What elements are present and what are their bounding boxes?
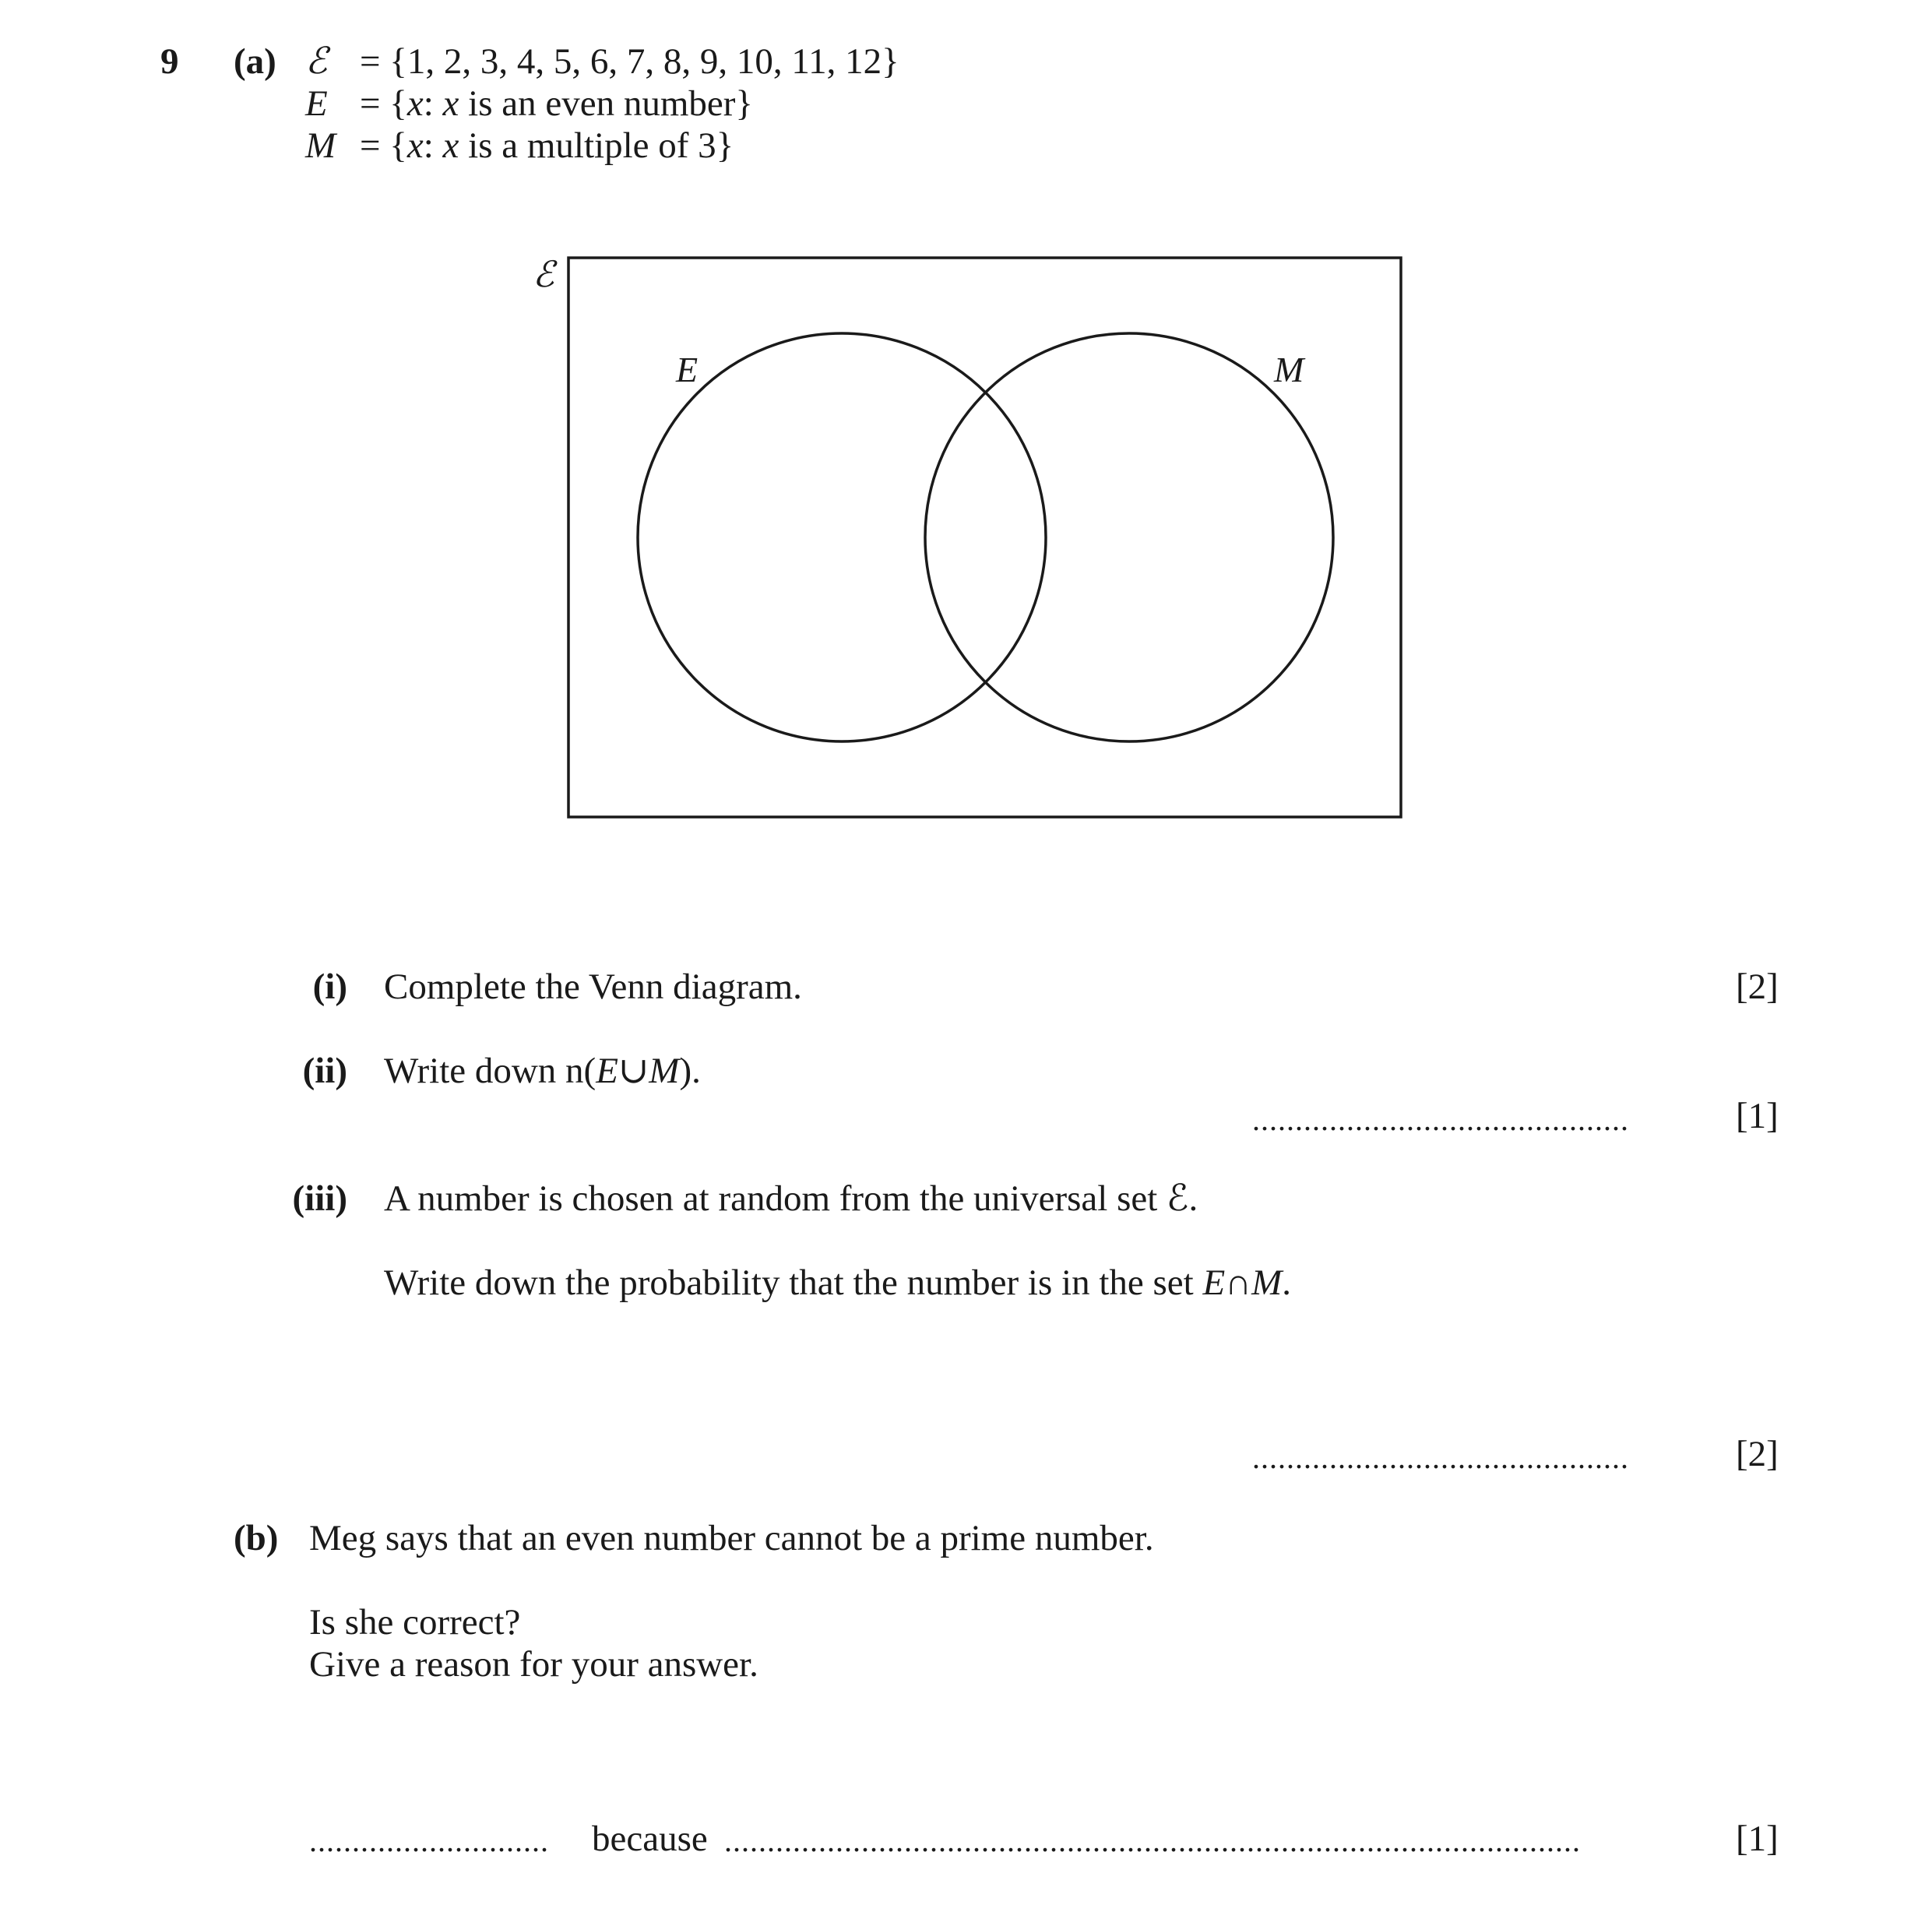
set-m-symbol: M [305,125,336,166]
part-a-label: (a) [234,41,276,82]
answer-line-iii[interactable]: ............................................ [1252,1442,1629,1474]
subpart-i-marks: [2] [1736,967,1779,1007]
subpart-iii-text2: Write down the probability that the number is in the set E∩M. [384,1262,1292,1303]
subpart-iii-label: (iii) [292,1178,347,1219]
set-e-symbol: E [305,83,328,124]
part-b-marks: [1] [1736,1819,1779,1859]
subpart-iii-text1: A number is chosen at random from the universal set ℰ. [384,1178,1198,1219]
answer-line-ii[interactable]: ............................................ [1252,1104,1629,1136]
set-e-definition: = {x: x is an even number} [360,83,753,124]
venn-universal-label: ℰ [533,255,554,294]
universal-set-rectangle [568,258,1401,817]
set-m-definition: = {x: x is a multiple of 3} [360,125,734,166]
subpart-i-label: (i) [312,967,347,1007]
answer-line-b-reason[interactable]: .................................................................................................... [724,1826,1581,1857]
part-b-because: because [592,1819,708,1859]
subpart-i-text: Complete the Venn diagram. [384,967,802,1007]
part-b-text3: Give a reason for your answer. [309,1644,758,1685]
universal-set-symbol: ℰ [305,41,328,82]
subpart-iii-marks: [2] [1736,1434,1779,1474]
subpart-ii-marks: [1] [1736,1096,1779,1136]
part-b-text2: Is she correct? [309,1602,521,1643]
venn-e-label: E [676,350,699,389]
answer-line-b-yes-no[interactable]: ............................ [309,1826,549,1857]
venn-m-label: M [1274,350,1304,389]
part-b-text1: Meg says that an even number cannot be a prime number. [309,1518,1154,1558]
question-number: 9 [160,41,179,82]
part-b-label: (b) [234,1518,279,1558]
universal-set-definition: = {1, 2, 3, 4, 5, 6, 7, 8, 9, 10, 11, 12} [360,41,899,82]
subpart-ii-label: (ii) [302,1051,347,1091]
subpart-ii-text: Write down n(E∪M). [384,1051,701,1091]
